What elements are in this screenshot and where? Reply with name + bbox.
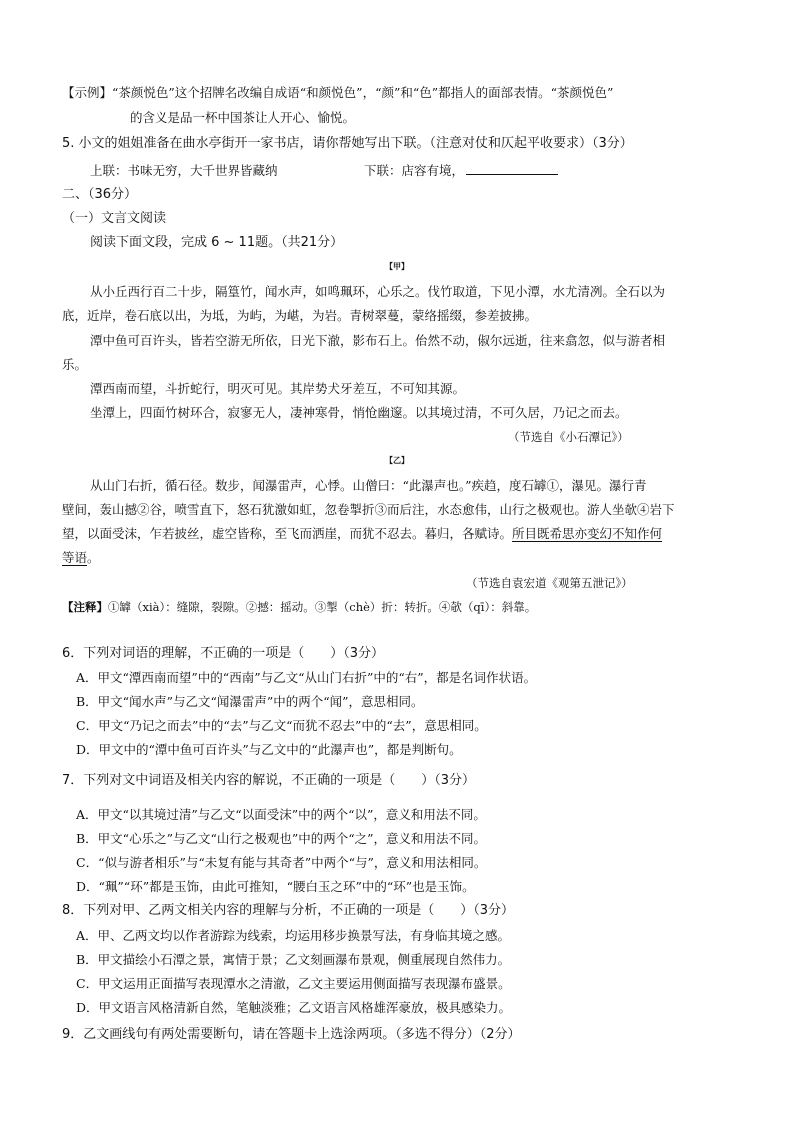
jia-header: 【甲】 bbox=[385, 262, 409, 271]
notes bbox=[62, 598, 536, 616]
underlined-sentence-part-1: 所目既希思亦变幻不知作何 bbox=[512, 526, 663, 541]
q8-option-a[interactable]: A．甲、乙两文均以作者游踪为线索，均运用移步换景写法，有身临其境之感。 bbox=[76, 928, 511, 943]
example-line-2: 的含义是品一杯中国茶让人开心、愉悦。 bbox=[130, 110, 356, 125]
q6-option-d[interactable]: D．甲文中的“潭中鱼可百许头”与乙文中的“此瀑声也”，都是判断句。 bbox=[76, 742, 462, 757]
jia-line-6: 坐潭上，四面竹树环合，寂寥无人，凄神寒骨，悄怆幽邃。以其境过清，不可久居，乃记之而去。 bbox=[90, 405, 628, 420]
notes-label: 【注释】 bbox=[62, 600, 108, 614]
jia-line-5: 潭西南而望，斗折蛇行，明灭可见。其岸势犬牙差互，不可知其源。 bbox=[90, 381, 466, 396]
couplet-lower bbox=[364, 162, 558, 180]
q8-option-c[interactable]: C．甲文运用正面描写表现潭水之清澈，乙文主要运用侧面描写表现瀑布盛景。 bbox=[76, 976, 511, 991]
jia-line-2: 底，近岸，卷石底以出，为坻，为屿，为嵁，为岩。青树翠蔓，蒙络摇缀，参差披拂。 bbox=[62, 308, 538, 323]
q6-option-b[interactable]: B．甲文“闻水声”与乙文“闻瀑雷声”中的两个“闻”，意思相同。 bbox=[76, 694, 424, 709]
jia-source: （节选自《小石潭记》） bbox=[508, 430, 629, 444]
yi-line-2: 壁间，轰山撼②谷，喷雪直下，怒石犹激如虹，忽卷掣折③而后注，水态愈伟，山行之极观也。游人坐欹④岩下 bbox=[62, 502, 675, 517]
q9-prompt: 9．乙文画线句有两处需要断句，请在答题卡上选涂两项。（多选不得分）（2分） bbox=[62, 1027, 521, 1042]
q7-prompt: 7．下列对文中词语及相关内容的解说，不正确的一项是（ ）（3分） bbox=[62, 773, 476, 788]
section-2-instruction: 阅读下面文段，完成 6 ~ 11题。（共21分） bbox=[90, 235, 344, 250]
notes-text: ①罅（xià）：缝隙，裂隙。②撼：摇动。③掣（chè）折：转折。④欹（qī）：斜靠。 bbox=[108, 600, 537, 614]
q6-prompt: 6．下列对词语的理解，不正确的一项是（ ）（3分） bbox=[62, 646, 385, 661]
q7-option-d[interactable]: D．“珮”“环”都是玉饰，由此可推知，“腰白玉之环”中的“环”也是玉饰。 bbox=[76, 879, 475, 894]
jia-line-4: 乐。 bbox=[62, 357, 88, 372]
q8-option-b[interactable]: B．甲文描绘小石潭之景，寓情于景；乙文刻画瀑布景观，侧重展现自然伟力。 bbox=[76, 952, 511, 967]
q6-option-a[interactable]: A．甲文“潭西南而望”中的“西南”与乙文“从山门右折”中的“右”，都是名词作状语。 bbox=[76, 670, 537, 685]
yi-line-4-end: 。 bbox=[87, 550, 100, 565]
couplet-upper: 上联：书味无穷，大千世界皆藏纳 bbox=[90, 163, 278, 178]
answer-blank[interactable] bbox=[466, 162, 558, 175]
q6-option-c[interactable]: C．甲文“乃记之而去”中的“去”与乙文“而犹不忍去”中的“去”，意思相同。 bbox=[76, 718, 487, 733]
yi-line-1: 从山门右折，循石径。数步，闻瀑雷声，心悸。山僧曰：“此瀑声也。”疾趋，度石罅①，瀑见。瀑行青 bbox=[90, 478, 647, 493]
couplet-lower-text: 下联：店容有境， bbox=[364, 163, 465, 178]
q7-option-a[interactable]: A．甲文“以其境过清”与乙文“以面受沫”中的两个“以”，意义和用法不同。 bbox=[76, 807, 486, 822]
q5-prompt: 5. 小文的姐姐准备在曲水亭街开一家书店，请你帮她写出下联。（注意对仗和仄起平收要求）（3分） bbox=[62, 136, 633, 151]
yi-line-3-text: 望，以面受沫，乍若披丝，虚空皆称，至飞而洒崖，而犹不忍去。暮归，各赋诗。 bbox=[62, 526, 513, 541]
q7-option-b[interactable]: B．甲文“心乐之”与乙文“山行之极观也”中的两个“之”，意义和用法不同。 bbox=[76, 831, 487, 846]
q8-option-d[interactable]: D．甲文语言风格清新自然，笔触淡雅；乙文语言风格雄浑豪放，极具感染力。 bbox=[76, 1000, 512, 1015]
underlined-sentence-part-2: 等语 bbox=[62, 550, 88, 565]
yi-line-4 bbox=[62, 549, 100, 567]
jia-line-3: 潭中鱼可百许头，皆若空游无所依，日光下澈，影布石上。佁然不动，俶尔远逝，往来翕忽，似与游者相 bbox=[90, 333, 666, 348]
section-2-subtitle: （一）文言文阅读 bbox=[62, 211, 167, 226]
example-line-1: 【示例】“茶颜悦色”这个招牌名改编自成语“和颜悦色”，“颜”和“色”都指人的面部表情。“茶颜悦色” bbox=[62, 85, 614, 100]
q7-option-c[interactable]: C．“似与游者相乐”与“未复有能与其奇者”中两个“与”，意义和用法相同。 bbox=[76, 855, 487, 870]
q8-prompt: 8．下列对甲、乙两文相关内容的理解与分析，不正确的一项是（ ）（3分） bbox=[62, 903, 515, 918]
jia-line-1: 从小丘西行百二十步，隔篁竹，闻水声，如鸣珮环，心乐之。伐竹取道，下见小潭，水尤清冽。全石以为 bbox=[90, 284, 666, 299]
yi-source: （节选自袁宏道《观第五泄记》） bbox=[466, 576, 633, 590]
yi-line-3 bbox=[62, 525, 662, 543]
section-2-title: 二、（36分） bbox=[62, 187, 138, 202]
yi-header: 【乙】 bbox=[385, 456, 409, 465]
